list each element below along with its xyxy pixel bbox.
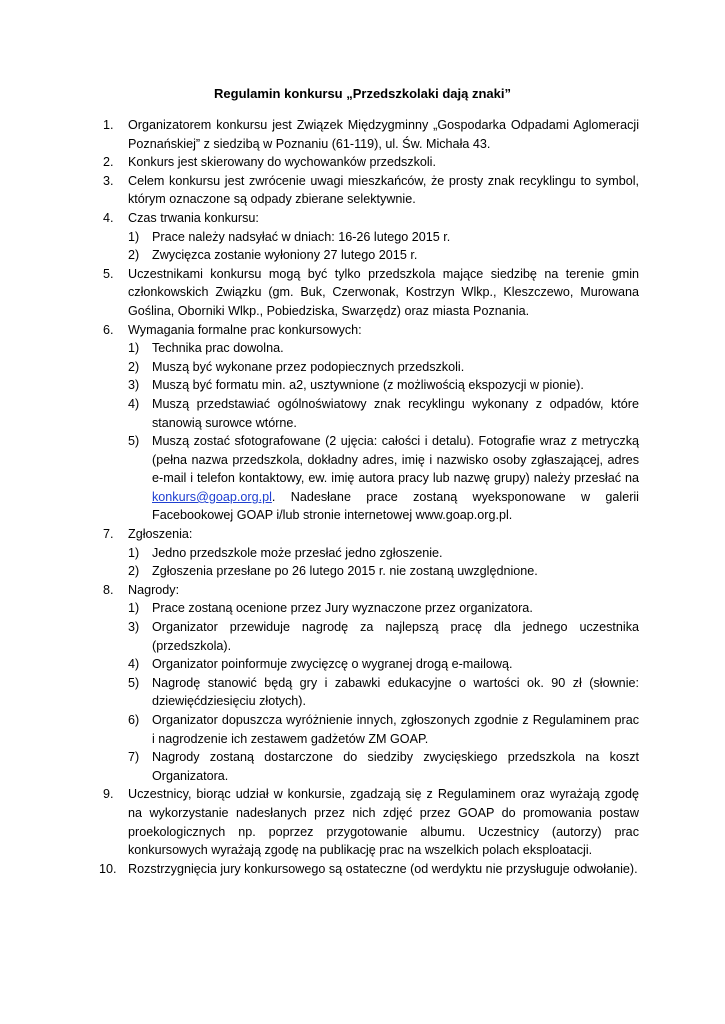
- sub-list-item: [128, 674, 639, 711]
- sub-item-number: 5): [128, 434, 140, 449]
- sub-list-item: [128, 599, 639, 618]
- list-item: [103, 321, 639, 526]
- sub-item-text: Muszą przedstawiać ogólnoświatowy znak recyklingu wykonany z odpadów, które stanowią surowce wtórne.: [152, 396, 639, 430]
- sub-item-text-before-link: Muszą zostać sfotografowane (2 ujęcia: całości i detalu). Fotografie wraz z metryczką (pełna nazwa przedszkola, dokładny adres, imię i nazwisko osoby zgłaszającej, adres e-mail i telefon kontaktowy, ew. imię autora pracy lub nazwę grupy) należy przesłać na: [152, 434, 639, 486]
- sub-list-item: [128, 228, 639, 247]
- sub-list-item: [128, 339, 639, 358]
- sub-item-number: 1): [128, 229, 140, 244]
- sub-list-item: [128, 748, 639, 785]
- sub-item-number: 1): [128, 601, 140, 616]
- sub-item-text: Nagrody zostaną dostarczone do siedziby zwycięskiego przedszkola na koszt Organizatora.: [152, 750, 639, 783]
- sub-item-text: Organizator poinformuje zwycięzcę o wygranej drogą e-mailową.: [152, 657, 513, 672]
- sub-item-number: 5): [128, 675, 140, 690]
- sub-list: [128, 339, 639, 525]
- item-text: Uczestnicy, biorąc udział w konkursie, zgadzają się z Regulaminem oraz wyrażają zgodę na wykorzystanie nadesłanych przez nich zdjęć przez GOAP do promowania postaw proekologicznych np. poprzez przygotowanie albumu. Uczestnicy (autorzy) prac konkursowych wyrażają zgodę na publikację prac na wszelkich polach eksploatacji.: [128, 787, 639, 858]
- item-text: Wymagania formalne prac konkursowych:: [128, 322, 362, 337]
- list-item: [103, 265, 639, 321]
- email-link[interactable]: konkurs@goap.org.pl: [152, 489, 272, 504]
- sub-item-text: Zwycięzca zostanie wyłoniony 27 lutego 2015 r.: [152, 248, 418, 263]
- regulations-list: [99, 116, 639, 878]
- item-text: Zgłoszenia:: [128, 527, 193, 542]
- sub-list-item: [128, 562, 639, 581]
- sub-list-item: [128, 711, 639, 748]
- item-number: 5.: [103, 266, 114, 281]
- sub-item-number: 3): [128, 620, 140, 635]
- sub-list-item: [128, 376, 639, 395]
- sub-list: [128, 599, 639, 785]
- sub-item-text: Technika prac dowolna.: [152, 341, 284, 356]
- sub-item-number: 6): [128, 713, 140, 727]
- item-number: 4.: [103, 210, 114, 225]
- sub-item-text: Zgłoszenia przesłane po 26 lutego 2015 r. nie zostaną uwzględnione.: [152, 564, 538, 579]
- sub-item-number: 1): [128, 545, 140, 560]
- document-title: Regulamin konkursu „Przedszkolaki dają znaki”: [214, 86, 511, 101]
- list-item: [103, 581, 639, 786]
- item-number: 1.: [103, 118, 114, 132]
- sub-item-number: 4): [128, 396, 140, 411]
- item-number: 9.: [103, 787, 114, 802]
- sub-list-item: [128, 544, 639, 563]
- sub-item-number: 1): [128, 341, 140, 356]
- item-text: Czas trwania konkursu:: [128, 210, 259, 225]
- list-item: [103, 153, 639, 172]
- sub-item-text: Muszą być formatu min. a2, usztywnione (z możliwością ekspozycji w pionie).: [152, 378, 584, 393]
- sub-item-number: 2): [128, 359, 140, 374]
- item-number: 10.: [99, 861, 117, 876]
- item-text: Nagrody:: [128, 582, 180, 597]
- list-item: [99, 860, 639, 879]
- sub-list-item: [128, 358, 639, 377]
- item-text: Rozstrzygnięcia jury konkursowego są ostateczne (od werdyktu nie przysługuje odwołanie).: [128, 861, 638, 876]
- sub-item-number: 2): [128, 564, 140, 579]
- item-number: 2.: [103, 155, 114, 170]
- sub-list: [128, 228, 639, 265]
- sub-item-text: Organizator dopuszcza wyróżnienie innych, zgłoszonych zgodnie z Regulaminem prac i nagrodzenie ich zestawem gadżetów ZM GOAP.: [152, 713, 639, 746]
- sub-item-number: 3): [128, 378, 140, 393]
- list-item: [103, 785, 639, 859]
- item-text: Organizatorem konkursu jest Związek Międzygminny „Gospodarka Odpadami Aglomeracji Poznańskiej” z siedzibą w Poznaniu (61-119), ul. Św. Michała 43.: [128, 118, 639, 151]
- sub-list-item: [128, 655, 639, 674]
- sub-item-text: Muszą być wykonane przez podopiecznych przedszkoli.: [152, 359, 465, 374]
- list-item: [103, 172, 639, 209]
- sub-item-text: Jedno przedszkole może przesłać jedno zgłoszenie.: [152, 545, 443, 560]
- sub-list-item: [128, 246, 639, 265]
- list-item: [103, 209, 639, 265]
- list-item: [103, 525, 639, 581]
- item-text: Konkurs jest skierowany do wychowanków przedszkoli.: [128, 155, 436, 170]
- sub-list-item: [128, 432, 639, 525]
- list-item: [103, 116, 639, 153]
- sub-item-text-after-link: . Nadesłane prace zostaną wyeksponowane w galerii Facebookowej GOAP i/lub stronie internetowej www.goap.org.pl.: [152, 489, 639, 523]
- item-number: 7.: [103, 527, 114, 542]
- sub-item-number: 2): [128, 248, 140, 263]
- sub-item-text: Nagrodę stanowić będą gry i zabawki edukacyjne o wartości ok. 90 zł (słownie: dziewięćdziesięciu złotych).: [152, 675, 639, 709]
- sub-item-text: Prace zostaną ocenione przez Jury wyznaczone przez organizatora.: [152, 601, 533, 616]
- sub-item-text: Prace należy nadsyłać w dniach: 16-26 lutego 2015 r.: [152, 229, 451, 244]
- sub-item-text: Organizator przewiduje nagrodę za najlepszą pracę dla jednego uczestnika (przedszkola).: [152, 620, 639, 653]
- item-number: 3.: [103, 173, 114, 188]
- sub-list-item: [128, 618, 639, 655]
- item-number: 6.: [103, 322, 114, 337]
- item-text: Celem konkursu jest zwrócenie uwagi mieszkańców, że prosty znak recyklingu to symbol, którym oznaczone są odpady zbierane selektywnie.: [128, 173, 639, 207]
- item-number: 8.: [103, 582, 114, 597]
- sub-item-number: 4): [128, 657, 140, 672]
- sub-list-item: [128, 395, 639, 432]
- item-text: Uczestnikami konkursu mogą być tylko przedszkola mające siedzibę na terenie gmin członkowskich Związku (gm. Buk, Czerwonak, Kostrzyn Wlkp., Kleszczewo, Murowana Goślina, Oborniki Wlkp., Pobiedziska, Swarzędz) oraz miasta Poznania.: [128, 266, 639, 318]
- sub-item-number: 7): [128, 750, 140, 765]
- sub-list: [128, 544, 639, 581]
